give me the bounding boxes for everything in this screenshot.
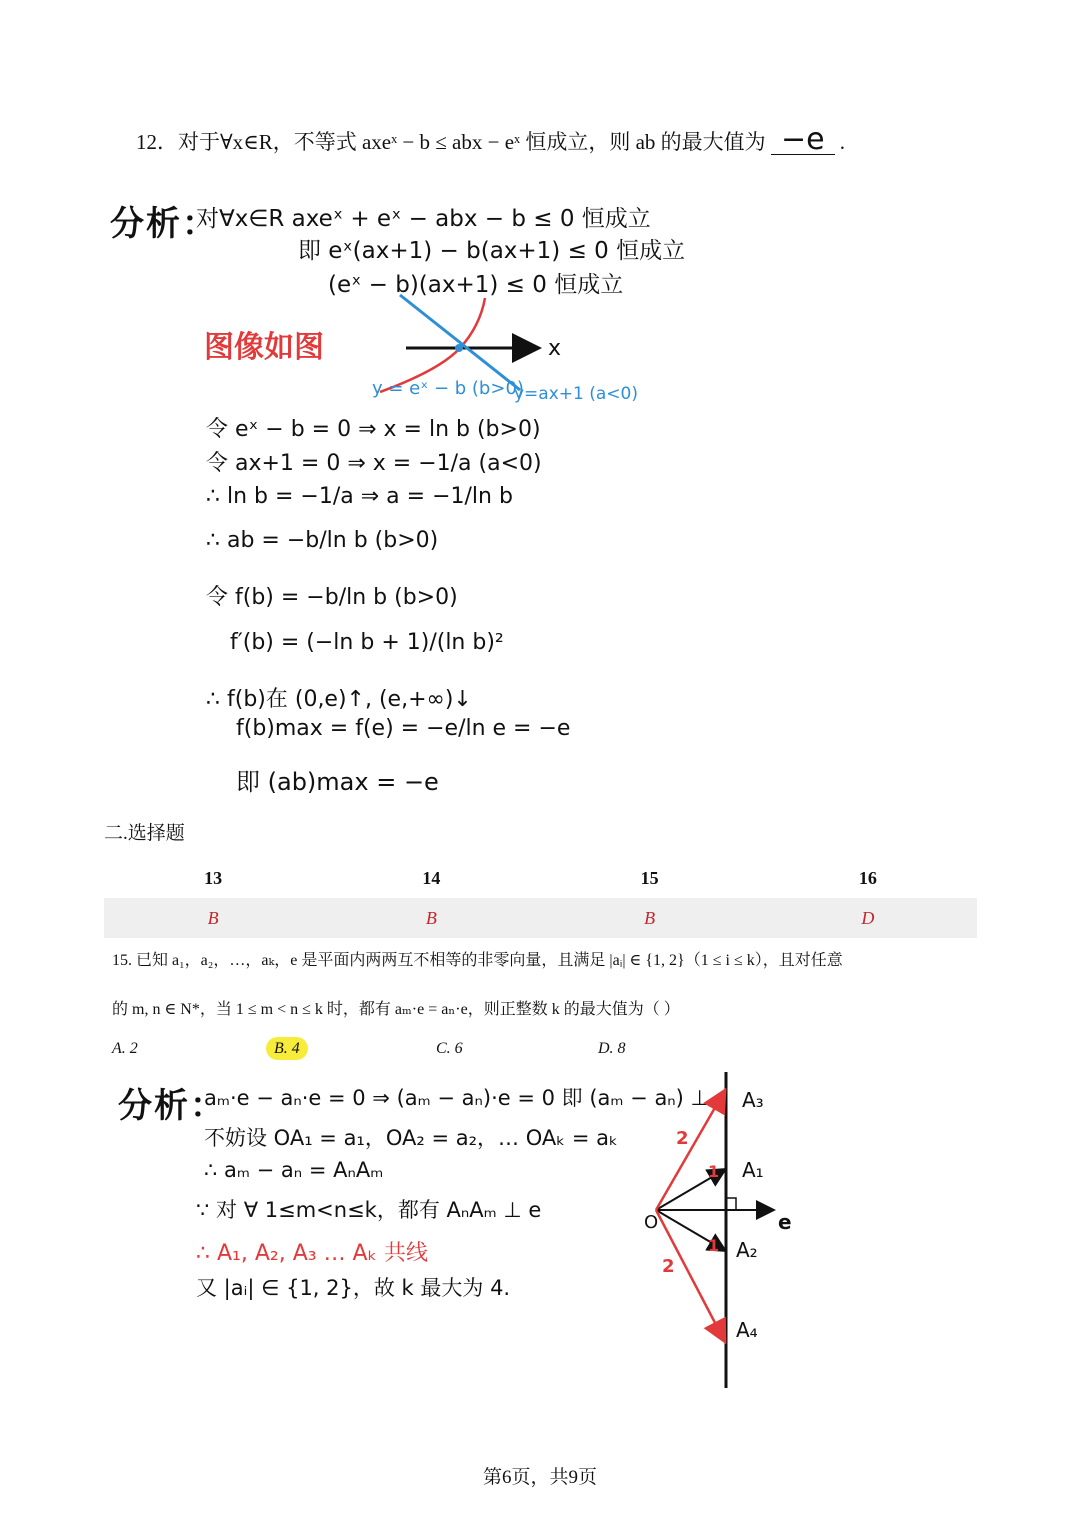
choice-a: A. 2 (112, 1040, 138, 1057)
step-2: 令 ax+1 = 0 ⇒ x = −1/a (a<0) (206, 451, 542, 476)
answer-table (104, 858, 977, 938)
page-footer: 第6页，共9页 (482, 1467, 597, 1488)
question-15-line-2: 的 m, n ∈ N*，当 1 ≤ m < n ≤ k 时，都有 aₘ·e = aₙ·e，则正整数 k 的最大值为（ ） (112, 1001, 680, 1018)
step-4: ∴ ab = −b/ln b (b>0) (206, 528, 439, 553)
length-mid-top-label: 1 (708, 1162, 720, 1181)
step-1: 令 eˣ − b = 0 ⇒ x = ln b (b>0) (206, 417, 541, 442)
choice-b-highlight: B. 4 (266, 1037, 308, 1060)
answer-number-16: 16 (759, 858, 977, 898)
question-12 (136, 122, 846, 157)
step-9: 即 (ab)max = −e (236, 768, 439, 796)
length-top-label: 2 (676, 1128, 689, 1149)
question-12-text: 12．对于∀x∈R，不等式 axeˣ − b ≤ abx − eˣ 恒成立，则 ab 的最大值为 (136, 130, 766, 154)
answer-number-15: 15 (541, 858, 759, 898)
point-a2-label: A₂ (736, 1238, 758, 1262)
curve-label: y = eˣ − b (b>0) (372, 378, 524, 399)
length-bottom-label: 2 (662, 1256, 675, 1277)
graph-title: 图像如图 (204, 330, 324, 365)
vector-oa3 (656, 1092, 724, 1210)
step-8: f(b)max = f(e) = −e/ln e = −e (236, 716, 571, 741)
step-3: ∴ ln b = −1/a ⇒ a = −1/ln b (206, 484, 513, 509)
answer-number-14: 14 (322, 858, 540, 898)
analysis-label: 分析： (110, 204, 218, 244)
analysis2-line-1: aₘ·e − aₙ·e = 0 ⇒ (aₘ − aₙ)·e = 0 即 (aₘ − aₙ) ⊥ e (204, 1086, 729, 1110)
analysis-line-1: 对∀x∈R axeˣ + eˣ − abx − b ≤ 0 恒成立 (196, 206, 651, 232)
analysis-line-2: 即 eˣ(ax+1) − b(ax+1) ≤ 0 恒成立 (298, 238, 686, 264)
analysis-line-3: (eˣ − b)(ax+1) ≤ 0 恒成立 (328, 272, 624, 298)
answer-value-14: B (322, 898, 540, 938)
analysis2-conclusion: 又 |aᵢ| ∈ {1, 2}，故 k 最大为 4. (196, 1276, 511, 1300)
line-label: y=ax+1 (a<0) (514, 384, 638, 404)
origin-label: O (644, 1212, 659, 1233)
answer-value-13: B (104, 898, 322, 938)
axis-x-label: x (548, 336, 562, 361)
intersection-point (455, 344, 463, 352)
length-mid-bottom-label: 1 (708, 1236, 720, 1255)
question-15-line-1: 15. 已知 a₁，a₂，…，aₖ，e 是平面内两两互不相等的非零向量，且满足 |aᵢ| ∈ {1, 2}（1 ≤ i ≤ k），且对任意 (112, 952, 843, 969)
analysis2-line-4: ∵ 对 ∀ 1≤m<n≤k，都有 AₙAₘ ⊥ e (196, 1198, 542, 1222)
question-12-suffix: . (839, 130, 846, 154)
vector-e-label: e (778, 1210, 792, 1234)
analysis2-line-2: 不妨设 OA₁ = a₁，OA₂ = a₂，… OAₖ = aₖ (204, 1126, 618, 1150)
point-a4-label: A₄ (736, 1318, 758, 1342)
point-a1-label: A₁ (742, 1158, 764, 1182)
question-12-answer: −e (771, 126, 835, 155)
answer-table-value-row (104, 898, 977, 938)
step-7: ∴ f(b)在 (0,e)↑, (e,+∞)↓ (206, 687, 472, 712)
point-a3-label: A₃ (742, 1088, 764, 1112)
analysis2-line-3: ∴ aₘ − aₙ = AₙAₘ (204, 1158, 384, 1182)
choice-b (266, 1040, 308, 1058)
answer-value-15: B (541, 898, 759, 938)
analysis2-collinear: ∴ A₁, A₂, A₃ … Aₖ 共线 (196, 1241, 428, 1266)
choice-c: C. 6 (436, 1040, 463, 1057)
answer-number-13: 13 (104, 858, 322, 898)
section-title: 二.选择题 (104, 823, 185, 844)
answer-value-16: D (759, 898, 977, 938)
answer-table-header-row (104, 858, 977, 898)
step-6: f′(b) = (−ln b + 1)/(ln b)² (230, 630, 504, 655)
step-5: 令 f(b) = −b/ln b (b>0) (206, 585, 458, 610)
analysis2-label: 分析： (118, 1086, 226, 1126)
choice-d: D. 8 (598, 1040, 626, 1057)
